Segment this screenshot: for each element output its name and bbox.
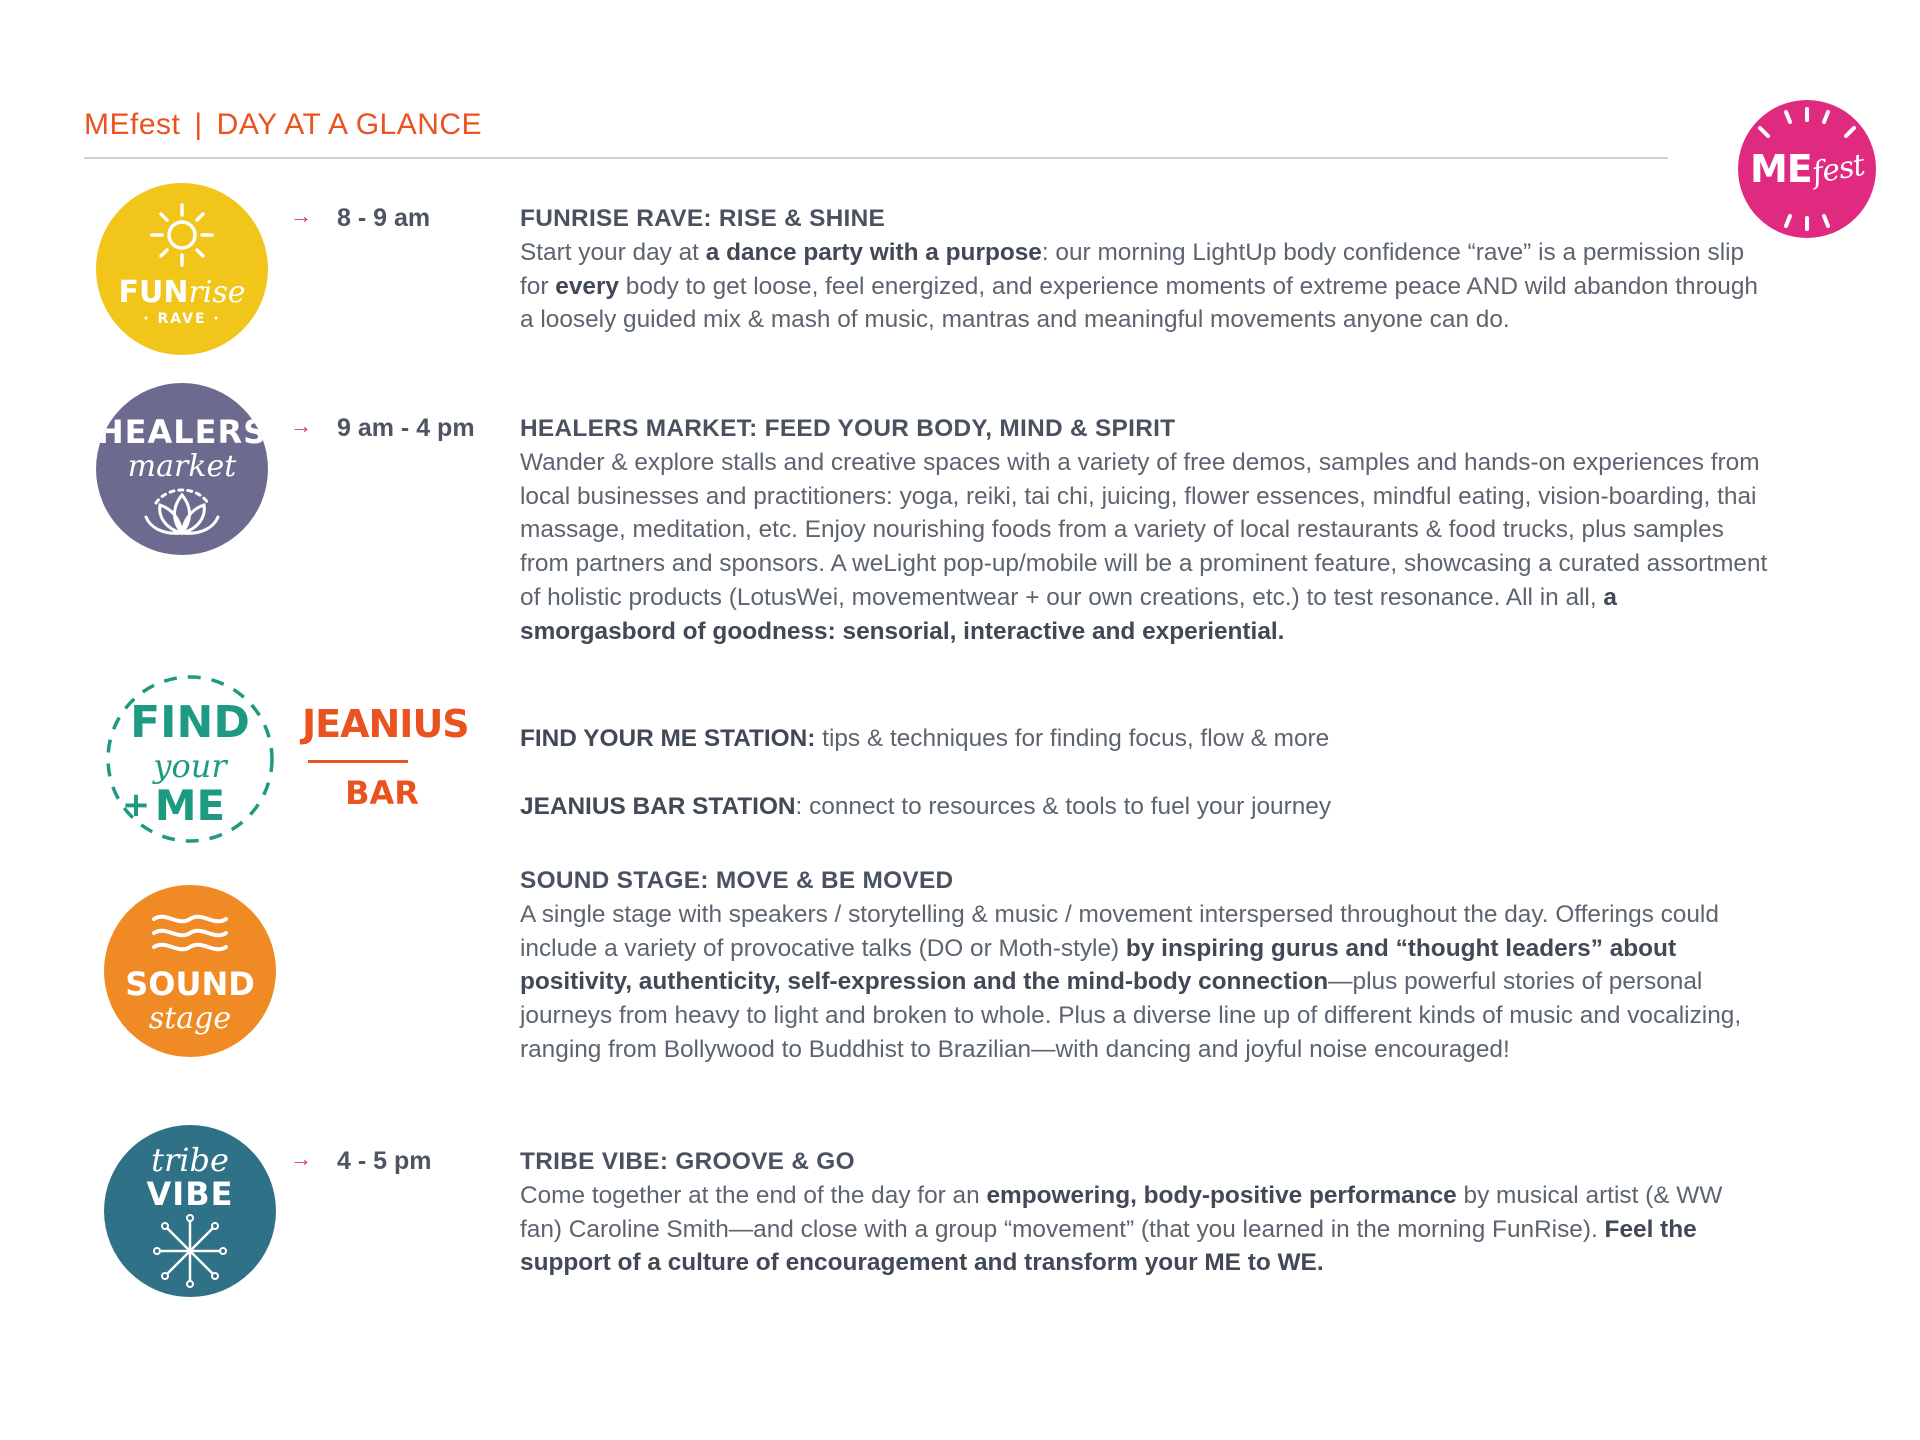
funrise-rave-badge — [96, 183, 268, 355]
sound-stage-badge — [104, 885, 276, 1057]
jeanius-title: JEANIUS BAR STATION — [520, 793, 796, 820]
findme-desc: tips & techniques for finding focus, flow & more — [815, 725, 1330, 752]
network-icon — [104, 1125, 276, 1297]
sound-desc: A single stage with speakers / storytelling & music / movement interspersed throughout the day. Offerings could include a variety of provocative talks (DO or Moth-style) — [520, 900, 1719, 962]
page-heading: DAY AT A GLANCE — [216, 108, 483, 141]
funrise-desc-every: every — [555, 272, 620, 300]
sound-badge-label: SOUND — [125, 965, 255, 1003]
sound-session — [520, 864, 1770, 1067]
title-separator: | — [194, 108, 203, 141]
healers-badge-label: HEALERS — [96, 413, 268, 451]
tribe-desc-bold: empowering, body-positive performance — [986, 1181, 1457, 1209]
funrise-desc-cont: : our morning LightUp body confidence “rave” is a permission slip for — [520, 238, 1745, 300]
jeanius-bar-badge — [302, 702, 469, 822]
findme-title: FIND YOUR ME STATION: — [520, 725, 816, 752]
funrise-desc: Start your day at — [520, 238, 706, 266]
findme-session — [520, 722, 1770, 756]
brand-name: MEfest — [84, 108, 181, 141]
tribe-badge-label: tribe — [151, 1141, 229, 1179]
header-divider — [84, 157, 1668, 159]
funrise-desc-bold: a dance party with a purpose — [705, 238, 1042, 266]
jeanius-desc: : connect to resources & tools to fuel your journey — [795, 793, 1332, 820]
funrise-title: FUNRISE RAVE: RISE & SHINE — [520, 205, 886, 232]
tribe-desc: Come together at the end of the day for an — [520, 1181, 987, 1209]
healers-desc-bold: a smorgasbord of goodness: sensorial, interactive and experiential. — [520, 583, 1617, 645]
sound-desc-end: —plus powerful stories of personal journeys from heavy to light and broken to whole. Plus a diverse line up of different kinds of music and vocalizing, ranging from Bollywood to Buddhist to Brazilian—with dancing and joyful noise encouraged! — [520, 968, 1742, 1063]
logo-wordmark: ME fest — [1749, 147, 1867, 191]
rave-badge-label: · RAVE · — [143, 311, 221, 327]
your-badge-label: your — [153, 747, 227, 785]
jeanius-badge-label: JEANIUS — [302, 702, 469, 746]
healers-desc: Wander & explore stalls and creative spaces with a variety of free demos, samples and hands-on experiences from local businesses and practitioners: yoga, reiki, tai chi, juicing, flower essences, mindful eating, vision-boarding, thai massage, meditation, etc. Enjoy nourishing foods from a variety of local restaurants & food trucks, plus samples from partners and sponsors. A weLight pop-up/mobile will be a prominent feature, showcasing a curated assortment of holistic products (LotusWei, movementwear + our own creations, etc.) to test resonance. All in all, — [520, 448, 1768, 611]
tribe-vibe-badge — [104, 1125, 276, 1297]
page-title — [84, 108, 482, 142]
me-badge-label: ME — [154, 781, 226, 830]
healers-title: HEALERS MARKET: FEED YOUR BODY, MIND & SPIRIT — [520, 415, 1176, 442]
tribe-title: TRIBE VIBE: GROOVE & GO — [520, 1148, 855, 1175]
tribe-arrow-icon: → — [290, 1146, 312, 1171]
funrise-desc-end: body to get loose, feel energized, and experience moments of extreme peace AND wild abandon through a loosely guided mix & mash of music, mantras and meaningful movements anyone can do. — [520, 272, 1758, 334]
jeanius-underline — [308, 760, 408, 763]
tribe-session — [520, 1145, 1770, 1280]
funrise-badge-label: FUNrise — [118, 275, 246, 310]
jeanius-session — [520, 790, 1770, 824]
tribe-time: 4 - 5 pm — [337, 1147, 432, 1175]
funrise-time: 8 - 9 am — [337, 204, 431, 232]
healers-arrow-icon: → — [290, 413, 312, 438]
find-badge-label: FIND — [130, 697, 250, 748]
plus-icon: + — [121, 785, 151, 825]
market-badge-label: market — [127, 449, 237, 484]
lotus-icon — [96, 383, 268, 555]
stage-badge-label: stage — [148, 1001, 232, 1036]
tribe-desc-cont: by musical artist (& WW fan) Caroline Smith—and close with a group “movement” (that you learned in the morning FunRise). — [520, 1181, 1723, 1243]
healers-market-badge — [96, 383, 268, 555]
vibe-badge-label: VIBE — [146, 1175, 234, 1213]
sound-title: SOUND STAGE: MOVE & BE MOVED — [520, 867, 954, 894]
sound-desc-bold: by inspiring gurus and “thought leaders” about positivity, authenticity, self-expression and the mind-body connection — [520, 934, 1677, 996]
bar-badge-label: BAR — [345, 774, 419, 812]
healers-time: 9 am - 4 pm — [337, 414, 475, 442]
funrise-session — [520, 202, 1770, 337]
healers-session — [520, 412, 1770, 649]
sun-icon — [96, 183, 268, 355]
find-your-me-badge — [104, 673, 276, 845]
tribe-desc-end-bold: Feel the support of a culture of encouragement and transform your ME to WE. — [520, 1215, 1697, 1277]
funrise-arrow-icon: → — [290, 203, 312, 228]
